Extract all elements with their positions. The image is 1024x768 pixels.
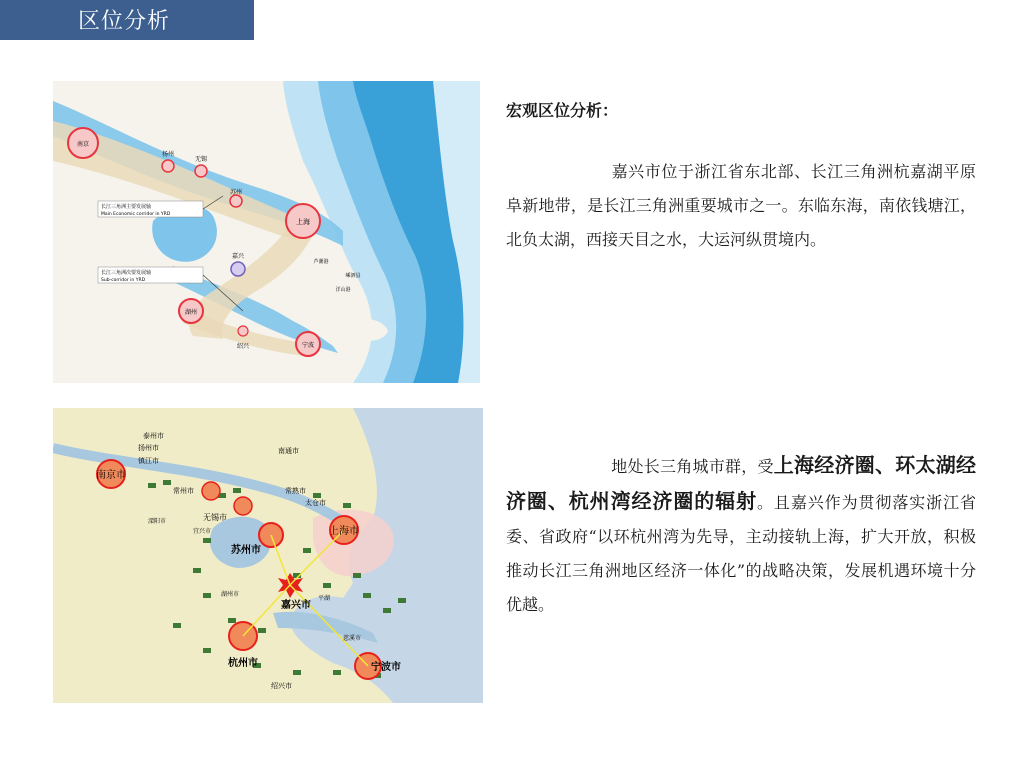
map2-city-changshu: 常熟市	[285, 487, 306, 495]
map2-city-pinghu: 平湖	[318, 595, 331, 602]
map2-city-taicang: 太仓市	[305, 499, 326, 507]
map2-city-zhenjiang: 镇江市	[138, 457, 159, 465]
macro-location-heading: 宏观区位分析：	[506, 101, 619, 120]
legend-sub-cn: 长江三角洲次要发展轴	[101, 270, 152, 276]
city-label-shengsi: 嵊泗县	[345, 273, 361, 279]
macro-location-section	[506, 98, 976, 257]
map2-city-ningbo: 宁波市	[371, 662, 401, 673]
map2-city-nantong: 南通市	[278, 447, 299, 455]
macro-location-paragraph	[506, 155, 976, 257]
radiation-text-after: 。且嘉兴作为贯彻落实浙江省委、省政府“以环杭州湾为先导，主动接轨上海，扩大开放，积极推动长江三角洲地区经济一体化”的战略决策，发展机遇环境十分优越。	[506, 493, 976, 614]
map2-city-liyang: 溧阳市	[148, 518, 167, 525]
macro-location-text: 嘉兴市位于浙江省东北部、长江三角洲杭嘉湖平原阜新地带，是长江三角洲重要城市之一。东临东海，南依钱塘江，北负太湖，西接天目之水，大运河纵贯境内。	[506, 162, 976, 249]
city-label-luchao: 芦潮港	[313, 259, 329, 265]
map2-city-wuxi: 无锡市	[203, 513, 227, 522]
map2-city-jiaxing: 嘉兴市	[281, 600, 311, 611]
city-label-suzhou: 苏州	[229, 189, 243, 196]
city-label-huzhou: 湖州	[184, 309, 198, 316]
map2-city-yixing: 宜兴市	[193, 528, 212, 535]
map2-city-changzhou: 常州市	[173, 487, 194, 495]
radiation-highlight: 上海经济圈、环太湖经济圈、杭州湾经济圈的辐射	[506, 453, 976, 513]
economic-circle-map	[53, 408, 483, 703]
city-label-shaoxing: 绍兴	[236, 343, 250, 350]
map2-city-suzhou: 苏州市	[231, 545, 261, 556]
map2-city-shaoxing: 绍兴市	[271, 682, 292, 690]
map2-city-yangzhou: 扬州市	[138, 444, 159, 452]
city-label-yangzhou: 扬州	[161, 151, 175, 158]
legend-main-cn: 长江三角洲主要发展轴	[101, 204, 152, 210]
legend-sub-en: Sub-corridor in YRD	[101, 278, 146, 283]
page-title: 区位分析	[78, 9, 171, 34]
city-label-nanjing: 南京	[76, 141, 90, 148]
city-label-yangshan: 洋山港	[335, 287, 351, 293]
city-label-ningbo: 宁波	[301, 342, 315, 349]
regional-radiation-paragraph	[506, 448, 976, 622]
map2-city-huzhou: 湖州市	[221, 591, 240, 598]
map2-city-hangzhou: 杭州市	[228, 658, 258, 669]
radiation-text-before: 地处长三角城市群，受	[611, 457, 774, 476]
regional-radiation-section	[506, 448, 976, 622]
yrd-corridor-map	[53, 81, 480, 383]
title-bar	[0, 0, 254, 40]
city-label-jiaxing: 嘉兴	[231, 253, 245, 260]
map2-city-taizhou: 泰州市	[143, 432, 164, 440]
legend-main-en: Main Economic corridor in YRD	[101, 212, 171, 217]
map2-city-shanghai: 上海市	[329, 526, 359, 537]
map2-city-nanjing: 南京市	[96, 470, 126, 481]
city-label-shanghai: 上海	[296, 218, 310, 226]
city-label-wuxi: 无锡	[194, 156, 208, 163]
map2-city-cixi: 慈溪市	[343, 635, 362, 642]
